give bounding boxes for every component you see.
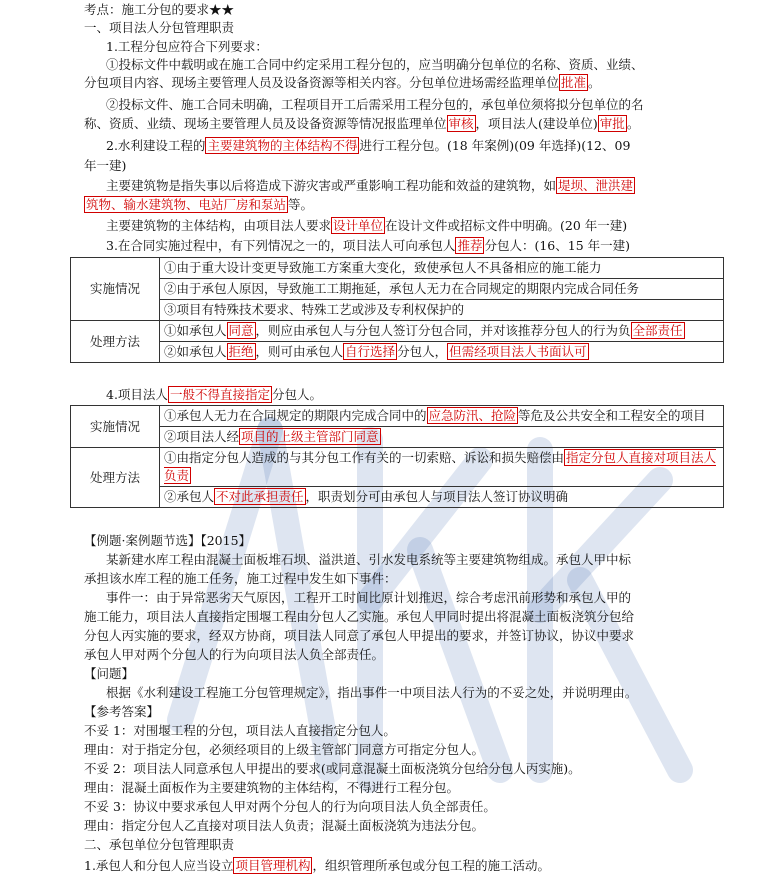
case-tag: 【例题·案例题节选】【2015】 bbox=[84, 533, 252, 548]
table-cell: ②项目法人经 项目的上级主管部门同意 bbox=[160, 427, 724, 448]
table-cell: ②承包人 不对此承担责任 ，职责划分可由承包人与项目法人签订协议明确 bbox=[160, 487, 724, 508]
paragraph: 1.承包人和分包人应当设立 项目管理机构 ，组织管理所承包或分包工程的施工活动。 bbox=[84, 858, 550, 873]
highlight: 审批 bbox=[599, 116, 625, 131]
table-cell: ①承包人无力在合同规定的期限内完成合同中的 应急防汛、抢险 等危及公共安全和工程安全的项目 bbox=[160, 406, 724, 427]
answer-line: 理由：混凝土面板作为主要建筑物的主体结构，不得进行工程分包。 bbox=[84, 780, 460, 795]
paragraph: 主要建筑物的主体结构，由项目法人要求 设计单位 在设计文件或招标文件中明确。(20 年一建) bbox=[106, 218, 628, 233]
paragraph: 年一建) bbox=[84, 158, 127, 173]
table-cell: ①由于重大设计变更导致施工方案重大变化，致使承包人不具备相应的施工能力 bbox=[160, 258, 724, 279]
section-heading-1: 一、项目法人分包管理职责 bbox=[84, 20, 235, 35]
paragraph: 施工能力，项目法人直接指定围堰工程由分包人乙实施。承包人甲同时提出将混凝土面板浇筑分包给 bbox=[84, 609, 635, 624]
highlight: 应急防汛、抢险 bbox=[428, 408, 517, 423]
row-header: 实施情况 bbox=[71, 258, 160, 321]
highlight: 拒绝 bbox=[228, 344, 254, 359]
answer-line: 不妥 1：对围堰工程的分包，项目法人直接指定分包人。 bbox=[84, 723, 396, 738]
highlight: 推荐 bbox=[457, 238, 483, 253]
highlight: 审核 bbox=[448, 116, 474, 131]
paragraph: 分包项目内容、现场主要管理人员及设备资源等相关内容。分包单位进场需经监理单位 批准 。 bbox=[84, 75, 601, 90]
row-header: 处理方法 bbox=[71, 448, 160, 508]
question-tag: 【问题】 bbox=[84, 666, 135, 681]
paragraph: 1.工程分包应符合下列要求： bbox=[106, 39, 268, 54]
paragraph: 事件一：由于异常恶劣天气原因，工程开工时间比原计划推迟，综合考虑汛前形势和承包人甲的 bbox=[106, 590, 632, 605]
page-title: 考点：施工分包的要求★★ bbox=[84, 2, 235, 17]
paragraph: 主要建筑物是指失事以后将造成下游灾害或严重影响工程功能和效益的建筑物，如 堤坝、泄洪建 bbox=[106, 178, 634, 193]
highlight: 指定分包人直接对项目法人负责 bbox=[164, 450, 717, 483]
paragraph: ①投标文件中载明或在施工合同中约定采用工程分包的，应当明确分包单位的名称、资质、业绩、 bbox=[106, 57, 644, 72]
highlight: 筑物、输水建筑物、电站厂房和泵站 bbox=[86, 197, 287, 212]
paragraph: 某新建水库工程由混凝土面板堆石坝、溢洪道、引水发电系统等主要建筑物组成。承包人甲中标 bbox=[106, 552, 632, 567]
paragraph: ②投标文件、施工合同未明确，工程项目开工后需采用工程分包的，承包单位须将拟分包单位的名 bbox=[106, 97, 644, 112]
paragraph: 3.在合同实施过程中，有下列情况之一的，项目法人可向承包人 推荐 分包人：(16、15 年一建) bbox=[106, 238, 630, 253]
highlight: 主要建筑物的主体结构不得 bbox=[207, 138, 358, 153]
answer-line: 理由：指定分包人乙直接对项目法人负责；混凝土面板浇筑为违法分包。 bbox=[84, 818, 485, 833]
table-cell: ①由指定分包人造成的与其分包工作有关的一切索赔、诉讼和损失赔偿由 指定分包人直接对项目法人负责 bbox=[160, 448, 724, 487]
table-cell: ③项目有特殊技术要求、特殊工艺或涉及专利权保护的 bbox=[160, 300, 724, 321]
table-cell: ②由于承包人原因，导致施工工期拖延，承包人无力在合同规定的期限内完成合同任务 bbox=[160, 279, 724, 300]
table-cell: ①如承包人 同意 ，则应由承包人与分包人签订分包合同，并对该推荐分包人的行为负 全部责任 bbox=[160, 321, 724, 342]
highlight: 项目的上级主管部门同意 bbox=[241, 429, 379, 444]
highlight: 不对此承担责任 bbox=[216, 489, 304, 504]
table-designated-subcontract bbox=[70, 405, 724, 508]
answer-tag: 【参考答案】 bbox=[84, 704, 160, 719]
highlight: 自行选择 bbox=[345, 344, 396, 359]
section-heading-2: 二、承包单位分包管理职责 bbox=[84, 837, 235, 852]
table-recommend-subcontract bbox=[70, 257, 724, 363]
answer-line: 不妥 2：项目法人同意承包人甲提出的要求(或同意混凝土面板浇筑分包给分包人丙实施)。 bbox=[84, 761, 581, 776]
highlight: 但需经项目法人书面认可 bbox=[449, 344, 587, 359]
answer-line: 理由：对于指定分包，必须经项目的上级主管部门同意方可指定分包人。 bbox=[84, 742, 485, 757]
paragraph: 承包人甲对两个分包人的行为向项目法人负全部责任。 bbox=[84, 647, 385, 662]
paragraph: 分包人丙实施的要求，经双方协商，项目法人同意了承包人甲提出的要求，并签订协议，协议中要求 bbox=[84, 628, 635, 643]
highlight: 全部责任 bbox=[632, 323, 683, 338]
paragraph: 筑物、输水建筑物、电站厂房和泵站 等。 bbox=[86, 197, 314, 212]
paragraph: 根据《水利建设工程施工分包管理规定》，指出事件一中项目法人行为的不妥之处，并说明理由。 bbox=[106, 685, 638, 700]
table-cell: ②如承包人 拒绝 ，则可由承包人 自行选择 分包人， 但需经项目法人书面认可 bbox=[160, 342, 724, 363]
highlight: 批准 bbox=[561, 75, 587, 90]
highlight: 设计单位 bbox=[333, 218, 384, 233]
row-header: 处理方法 bbox=[71, 321, 160, 363]
paragraph: 2.水利建设工程的 主要建筑物的主体结构不得 进行工程分包。(18 年案例)(09 年选择)(12、09 bbox=[106, 138, 631, 153]
paragraph: 称、资质、业绩、现场主要管理人员及设备资源等情况报监理单位 审核 ，项目法人(建设单位) 审批 。 bbox=[84, 116, 640, 131]
paragraph: 4.项目法人 一般不得直接指定 分包人。 bbox=[106, 387, 322, 402]
highlight: 项目管理机构 bbox=[235, 858, 311, 873]
highlight: 一般不得直接指定 bbox=[169, 387, 270, 402]
highlight: 同意 bbox=[228, 323, 254, 338]
row-header: 实施情况 bbox=[71, 406, 160, 448]
highlight: 堤坝、泄洪建 bbox=[558, 178, 634, 193]
answer-line: 不妥 3：协议中要求承包人甲对两个分包人的行为向项目法人负全部责任。 bbox=[84, 799, 496, 814]
paragraph: 承担该水库工程的施工任务，施工过程中发生如下事件： bbox=[84, 571, 397, 586]
